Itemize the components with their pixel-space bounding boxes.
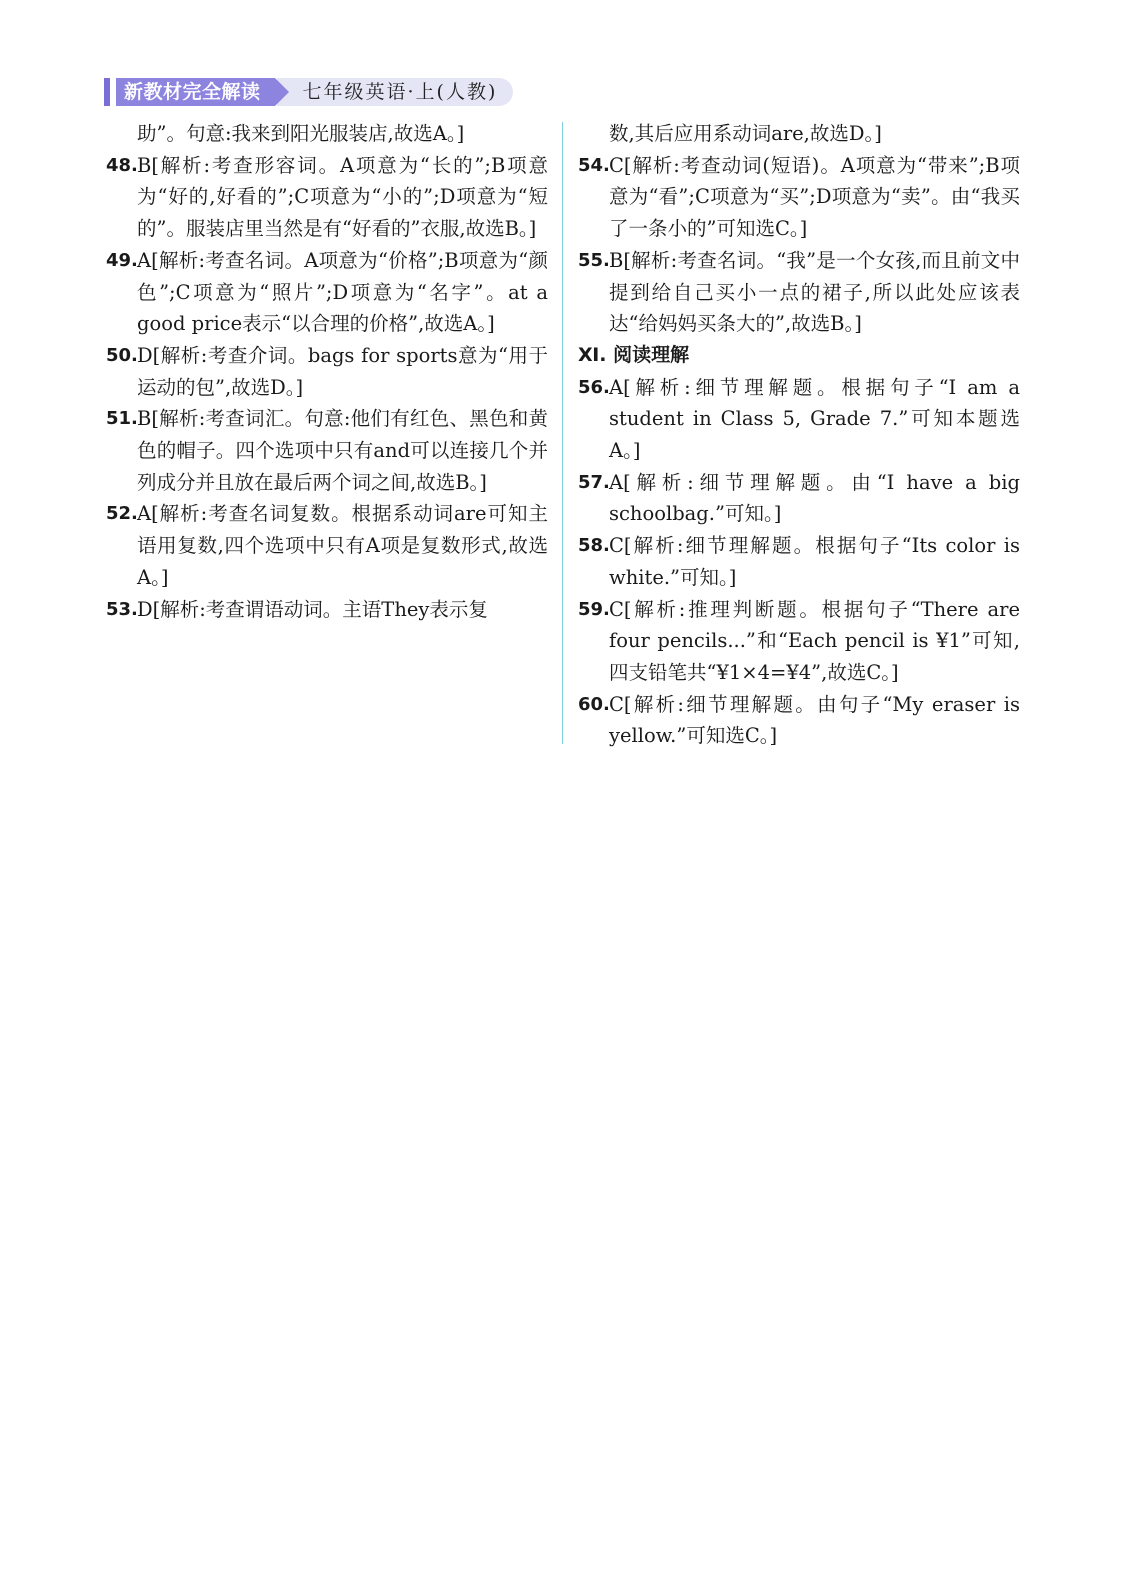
answer-number: 51. <box>106 408 138 430</box>
answer-number: 56. <box>578 376 610 398</box>
answer-explanation: A[解析:细节理解题。由“I have a big schoolbag.”可知。] <box>609 470 1020 526</box>
answer-explanation: A[解析:细节理解题。根据句子“I am a student in Class 5, Grade 7.”可知本题选A。] <box>609 375 1020 463</box>
answer-number: 53. <box>106 598 138 620</box>
answer-explanation: A[解析:考查名词。A项意为“价格”;B项意为“颜色”;C项意为“照片”;D项意为“名字”。at a good price表示“以合理的价格”,故选A。] <box>137 248 548 336</box>
answer-number: 48. <box>106 154 138 176</box>
answer-explanation: A[解析:考查名词复数。根据系动词are可知主语用复数,四个选项中只有A项是复数形式,故选A。] <box>137 502 548 589</box>
answer-explanation: D[解析:考查谓语动词。主语They表示复 <box>137 597 488 621</box>
answer-number: 52. <box>106 503 138 525</box>
column-divider <box>562 122 563 744</box>
answer-number: 59. <box>578 598 610 620</box>
answer-item <box>106 245 548 340</box>
right-column <box>578 118 1020 752</box>
answer-item <box>106 498 548 593</box>
answer-explanation: C[解析:考查动词(短语)。A项意为“带来”;B项意为“看”;C项意为“买”;D项意为“卖”。由“我买了一条小的”可知选C。] <box>609 153 1020 241</box>
left-continuation-text: 助”。句意:我来到阳光服装店,故选A。] <box>137 122 465 145</box>
answer-item <box>106 403 548 498</box>
header-accent-bar <box>104 78 110 106</box>
answer-item <box>578 594 1020 689</box>
page-header <box>104 78 513 106</box>
answer-explanation: C[解析:推理判断题。根据句子“There are four pencils...”和“Each pencil is ¥1”可知,四支铅笔共“¥1×4=¥4”,故选C。] <box>609 597 1020 684</box>
answer-number: 60. <box>578 693 610 715</box>
header-series-title: 新教材完全解读 <box>116 78 275 106</box>
answer-explanation: C[解析:细节理解题。根据句子“Its color is white.”可知。] <box>609 534 1020 589</box>
left-answer-list <box>106 150 548 626</box>
answer-number: 57. <box>578 471 610 493</box>
answer-item <box>106 594 548 626</box>
answer-explanation: B[解析:考查形容词。A项意为“长的”;B项意为“好的,好看的”;C项意为“小的”;D项意为“短的”。服装店里当然是有“好看的”衣服,故选B。] <box>137 153 548 241</box>
section-title: Ⅺ. 阅读理解 <box>578 343 690 366</box>
answer-number: 50. <box>106 344 138 366</box>
answer-explanation: B[解析:考查词汇。句意:他们有红色、黑色和黄色的帽子。四个选项中只有and可以连接几个并列成分并且放在最后两个词之间,故选B。] <box>137 407 548 494</box>
answer-number: 49. <box>106 249 138 271</box>
answer-item <box>578 245 1020 340</box>
answer-number: 54. <box>578 154 610 176</box>
right-answer-list-b <box>578 372 1020 752</box>
answer-item <box>578 467 1020 530</box>
answer-item <box>106 340 548 403</box>
right-answer-list-a <box>578 150 1020 340</box>
answer-item <box>578 530 1020 593</box>
answer-explanation: C[解析:细节理解题。由句子“My eraser is yellow.”可知选C。] <box>609 692 1020 748</box>
answer-number: 55. <box>578 249 610 271</box>
answer-item <box>578 150 1020 245</box>
right-continuation-text: 数,其后应用系动词are,故选D。] <box>609 122 882 145</box>
answer-item <box>578 689 1020 752</box>
left-column <box>106 118 548 625</box>
answer-item <box>106 150 548 245</box>
answer-item <box>578 372 1020 467</box>
answer-explanation: D[解析:考查介词。bags for sports意为“用于运动的包”,故选D。] <box>137 343 548 399</box>
answer-number: 58. <box>578 535 610 557</box>
header-book-title: 七年级英语·上(人教) <box>277 78 514 106</box>
answer-explanation: B[解析:考查名词。“我”是一个女孩,而且前文中提到给自己买小一点的裙子,所以此处应该表达“给妈妈买条大的”,故选B。] <box>609 248 1020 336</box>
